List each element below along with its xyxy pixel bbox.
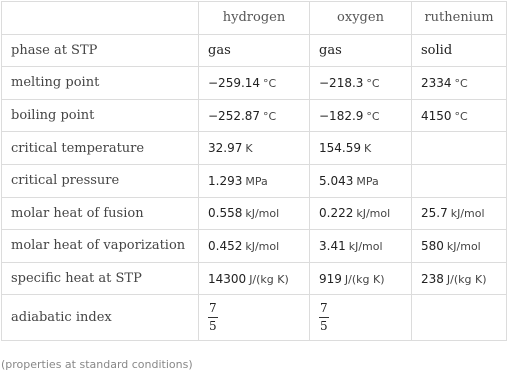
fraction-denominator: 5 [209, 319, 217, 334]
unit: °C [454, 109, 468, 123]
table-row [2, 67, 507, 100]
row-label-adiabatic-index: adiabatic index [2, 295, 199, 341]
table-row [2, 99, 507, 132]
cell-hydrogen-adiabatic-index [199, 295, 310, 341]
unit: J/(kg K) [249, 272, 289, 286]
header-row [2, 2, 507, 35]
value: 5.043 [319, 173, 354, 188]
value: 4150 [421, 108, 452, 123]
cell-ruthenium-boiling [412, 99, 507, 132]
cell-hydrogen-critical-temperature [199, 132, 310, 165]
cell-oxygen-melting [310, 67, 412, 100]
row-label-specific-heat: specific heat at STP [2, 262, 199, 295]
fraction-bar [319, 317, 329, 318]
unit: kJ/mol [446, 239, 481, 253]
value: 3.41 [319, 238, 346, 253]
value: 0.558 [208, 206, 243, 221]
cell-hydrogen-phase: gas [199, 34, 310, 67]
cell-ruthenium-heat-of-fusion [412, 197, 507, 230]
cell-ruthenium-phase: solid [412, 34, 507, 67]
value: 2334 [421, 75, 452, 90]
value: 154.59 [319, 141, 361, 156]
cell-hydrogen-heat-of-vaporization [199, 230, 310, 263]
unit: °C [263, 109, 277, 123]
cell-oxygen-boiling [310, 99, 412, 132]
cell-oxygen-heat-of-fusion [310, 197, 412, 230]
fraction [208, 301, 218, 334]
unit: °C [366, 109, 380, 123]
row-label-critical-temperature: critical temperature [2, 132, 199, 165]
value: 919 [319, 271, 342, 286]
cell-hydrogen-heat-of-fusion [199, 197, 310, 230]
unit: K [245, 142, 253, 156]
value: 14300 [208, 271, 247, 286]
cell-hydrogen-melting [199, 67, 310, 100]
cell-ruthenium-heat-of-vaporization [412, 230, 507, 263]
fraction-denominator: 5 [320, 319, 328, 334]
row-label-phase: phase at STP [2, 34, 199, 67]
table-row [2, 132, 507, 165]
unit: K [364, 142, 372, 156]
row-label-critical-pressure: critical pressure [2, 164, 199, 197]
unit: kJ/mol [356, 207, 391, 221]
unit: J/(kg K) [446, 272, 487, 286]
row-label-heat-of-fusion: molar heat of fusion [2, 197, 199, 230]
cell-hydrogen-boiling [199, 99, 310, 132]
header-empty [2, 2, 199, 35]
unit: kJ/mol [245, 207, 280, 221]
unit: kJ/mol [245, 239, 280, 253]
cell-oxygen-specific-heat [310, 262, 412, 295]
unit: MPa [245, 174, 268, 188]
cell-ruthenium-critical-temperature [412, 132, 507, 165]
header-hydrogen: hydrogen [199, 2, 310, 35]
unit: kJ/mol [450, 207, 485, 221]
value: 580 [421, 238, 444, 253]
cell-ruthenium-adiabatic-index [412, 295, 507, 341]
value: −252.87 [208, 108, 261, 123]
cell-oxygen-heat-of-vaporization [310, 230, 412, 263]
value: −182.9 [319, 108, 364, 123]
cell-hydrogen-critical-pressure [199, 164, 310, 197]
table-row [2, 34, 507, 67]
unit: °C [263, 76, 277, 90]
fraction [319, 301, 329, 334]
value: 25.7 [421, 206, 448, 221]
row-label-boiling: boiling point [2, 99, 199, 132]
unit: MPa [356, 174, 379, 188]
value: −218.3 [319, 75, 364, 90]
properties-table [1, 1, 507, 341]
cell-ruthenium-specific-heat [412, 262, 507, 295]
value: 1.293 [208, 173, 243, 188]
fraction-bar [208, 317, 218, 318]
unit: J/(kg K) [344, 272, 385, 286]
value: −259.14 [208, 75, 261, 90]
footnote: (properties at standard conditions) [1, 358, 193, 371]
unit: kJ/mol [348, 239, 383, 253]
row-label-heat-of-vaporization: molar heat of vaporization [2, 230, 199, 263]
cell-oxygen-critical-pressure [310, 164, 412, 197]
table-row [2, 197, 507, 230]
table-row [2, 164, 507, 197]
fraction-numerator: 7 [209, 301, 217, 316]
unit: °C [454, 76, 468, 90]
header-ruthenium: ruthenium [412, 2, 507, 35]
value: 238 [421, 271, 444, 286]
value: 0.452 [208, 238, 243, 253]
unit: °C [366, 76, 380, 90]
cell-oxygen-adiabatic-index [310, 295, 412, 341]
table-row [2, 230, 507, 263]
fraction-numerator: 7 [320, 301, 328, 316]
cell-ruthenium-critical-pressure [412, 164, 507, 197]
cell-hydrogen-specific-heat [199, 262, 310, 295]
value: 0.222 [319, 206, 354, 221]
cell-ruthenium-melting [412, 67, 507, 100]
row-label-melting: melting point [2, 67, 199, 100]
table-row [2, 295, 507, 341]
cell-oxygen-phase: gas [310, 34, 412, 67]
cell-oxygen-critical-temperature [310, 132, 412, 165]
table-row [2, 262, 507, 295]
header-oxygen: oxygen [310, 2, 412, 35]
value: 32.97 [208, 141, 243, 156]
